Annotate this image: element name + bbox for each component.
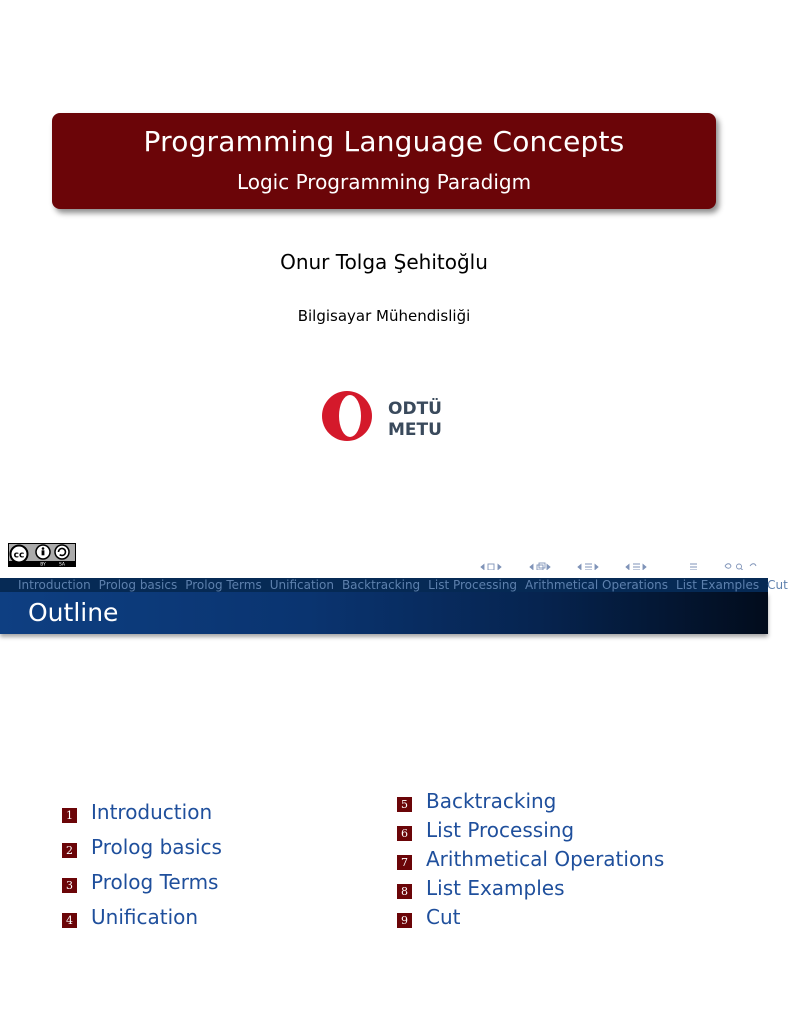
toc-label[interactable]: Prolog Terms — [91, 870, 219, 894]
section-navigation-bar — [0, 578, 788, 592]
toc-label[interactable]: Unification — [91, 905, 199, 929]
nav-section-backtracking[interactable]: Backtracking — [341, 578, 421, 592]
author-name: Onur Tolga Şehitoğlu — [280, 250, 488, 274]
toc-number: 4 — [62, 913, 77, 928]
toc-label[interactable]: Cut — [426, 905, 461, 929]
toc-label[interactable]: List Examples — [426, 876, 565, 900]
prev-subsection-icon — [578, 565, 581, 570]
back-icon — [725, 564, 731, 569]
svg-text:SA: SA — [58, 562, 66, 568]
nav-section-unification[interactable]: Unification — [269, 578, 334, 592]
next-section-icon — [643, 565, 646, 570]
nav-section-prolog-terms[interactable]: Prolog Terms — [185, 578, 262, 592]
toc-label[interactable]: List Processing — [426, 818, 575, 842]
toc-number: 8 — [397, 884, 412, 899]
toc-label[interactable]: Prolog basics — [91, 835, 222, 859]
toc-left-column — [62, 800, 362, 940]
nav-section-arithmetical-operations[interactable]: Arithmetical Operations — [525, 578, 669, 592]
toc-number: 3 — [62, 878, 77, 893]
prev-section-icon — [626, 565, 629, 570]
toc-number: 7 — [397, 855, 412, 870]
toc-label[interactable]: Backtracking — [426, 789, 557, 813]
logo-text-odtu: ODTÜ — [388, 399, 442, 419]
toc-label[interactable]: Arithmetical Operations — [426, 847, 665, 871]
institute-name: Bilgisayar Mühendisliği — [297, 307, 471, 325]
toc-right-column — [397, 789, 737, 939]
title-box — [52, 113, 716, 209]
nav-section-prolog-basics[interactable]: Prolog basics — [98, 578, 178, 592]
presentation-title: Programming Language Concepts — [143, 125, 625, 158]
prev-frame-icon — [530, 565, 533, 570]
search-icon — [737, 564, 742, 569]
toc-number: 5 — [397, 797, 412, 812]
next-frame-icon — [547, 565, 550, 570]
cc-license-badge[interactable] — [8, 543, 76, 567]
toc-number: 1 — [62, 808, 77, 823]
nav-section-list-examples[interactable]: List Examples — [676, 578, 760, 592]
next-subsection-icon — [595, 565, 598, 570]
presentation-subtitle: Logic Programming Paradigm — [236, 170, 532, 194]
prev-slide-icon — [481, 565, 484, 570]
outline-slide — [0, 570, 788, 1024]
metu-logo — [320, 390, 450, 442]
nav-section-list-processing[interactable]: List Processing — [428, 578, 518, 592]
toc-number: 6 — [397, 826, 412, 841]
svg-text:BY: BY — [40, 562, 46, 568]
toc-number: 2 — [62, 843, 77, 858]
nav-section-cut[interactable]: Cut — [767, 578, 788, 592]
frame-title: Outline — [28, 598, 119, 627]
nav-section-introduction[interactable]: Introduction — [18, 578, 91, 592]
toc-number: 9 — [397, 913, 412, 928]
toc-label[interactable]: Introduction — [91, 800, 213, 824]
logo-text-metu: METU — [388, 420, 442, 440]
frame-title-bar — [0, 592, 768, 634]
next-slide-icon — [498, 565, 501, 570]
forward-icon — [750, 564, 756, 566]
svg-text:cc: cc — [13, 550, 25, 561]
